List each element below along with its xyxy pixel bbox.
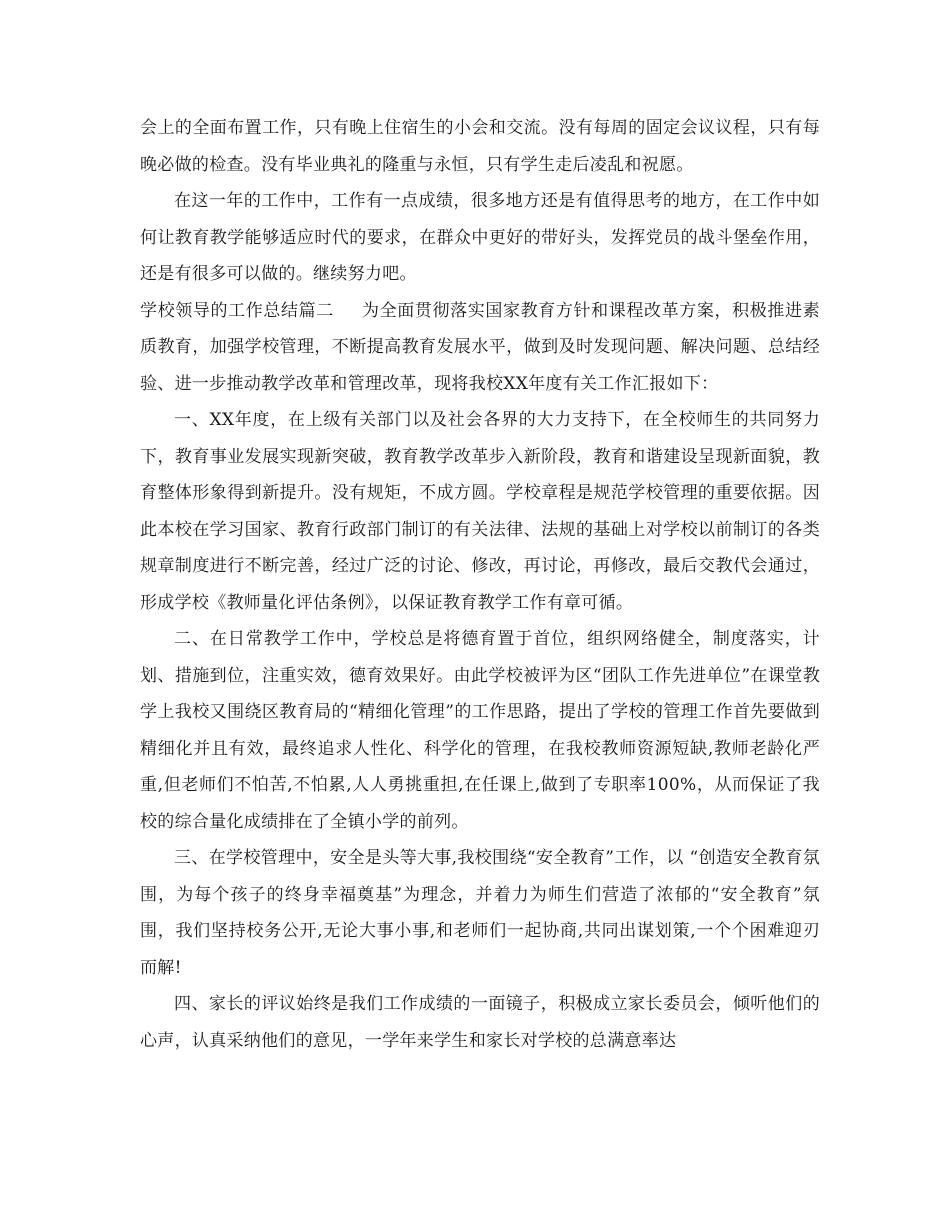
paragraph-7: 四、家长的评议始终是我们工作成绩的一面镜子，积极成立家长委员会，倾听他们的心声，认真采纳他们的意见，一学年来学生和家长对学校的总满意率达 bbox=[140, 994, 820, 1051]
paragraph-1: 会上的全面布置工作，只有晚上住宿生的小会和交流。没有每周的固定会议议程，只有每晚必做的检查。没有毕业典礼的隆重与永恒，只有学生走后凌乱和祝愿。 bbox=[140, 118, 820, 175]
paragraph-3 bbox=[140, 293, 820, 403]
paragraph-6: 三、在学校管理中，安全是头等大事,我校围绕“安全教育”工作，以 “创造安全教育氛围，为每个孩子的终身幸福奠基”为理念，并着力为师生们营造了浓郁的“安全教育”氛围，我们坚持校务公开,无论大事小事,和老师们一起协商,共同出谋划策,一个个困难迎刃而解! bbox=[140, 848, 820, 978]
paragraph-5: 二、在日常教学工作中，学校总是将德育置于首位，组织网络健全，制度落实，计划、措施到位，注重实效，德育效果好。由此学校被评为区“团队工作先进单位”在课堂教学上我校又围绕区教育局的“精细化管理”的工作思路，提出了学校的管理工作首先要做到精细化并且有效，最终追求人性化、科学化的管理，在我校教师资源短缺,教师老龄化严重,但老师们不怕苦,不怕累,人人勇挑重担,在任课上,做到了专职率100%，从而保证了我校的综合量化成绩排在了全镇小学的前列。 bbox=[140, 629, 820, 832]
section-heading: 学校领导的工作总结篇二 bbox=[140, 300, 334, 321]
paragraph-4: 一、XX年度，在上级有关部门以及社会各界的大力支持下，在全校师生的共同努力下，教育事业发展实现新突破，教育教学改革步入新阶段，教育和谐建设呈现新面貌，教育整体形象得到新提升。没有规矩，不成方圆。学校章程是规范学校管理的重要依据。因此本校在学习国家、教育行政部门制订的有关法律、法规的基础上对学校以前制订的各类规章制度进行不断完善，经过广泛的讨论、修改，再讨论，再修改，最后交教代会通过，形成学校《教师量化评估条例》，以保证教育教学工作有章可循。 bbox=[140, 410, 820, 613]
document-body bbox=[140, 110, 820, 1059]
paragraph-3-text: 为全面贯彻落实国家教育方针和课程改革方案，积极推进素质教育，加强学校管理，不断提高教育发展水平，做到及时发现问题、解决问题、总结经验、进一步推动教学改革和管理改革，现将我校XX年度有关工作汇报如下： bbox=[140, 300, 820, 394]
paragraph-2: 在这一年的工作中，工作有一点成绩，很多地方还是有值得思考的地方，在工作中如何让教育教学能够适应时代的要求，在群众中更好的带好头，发挥党员的战斗堡垒作用，还是有很多可以做的。继续努力吧。 bbox=[140, 191, 820, 284]
